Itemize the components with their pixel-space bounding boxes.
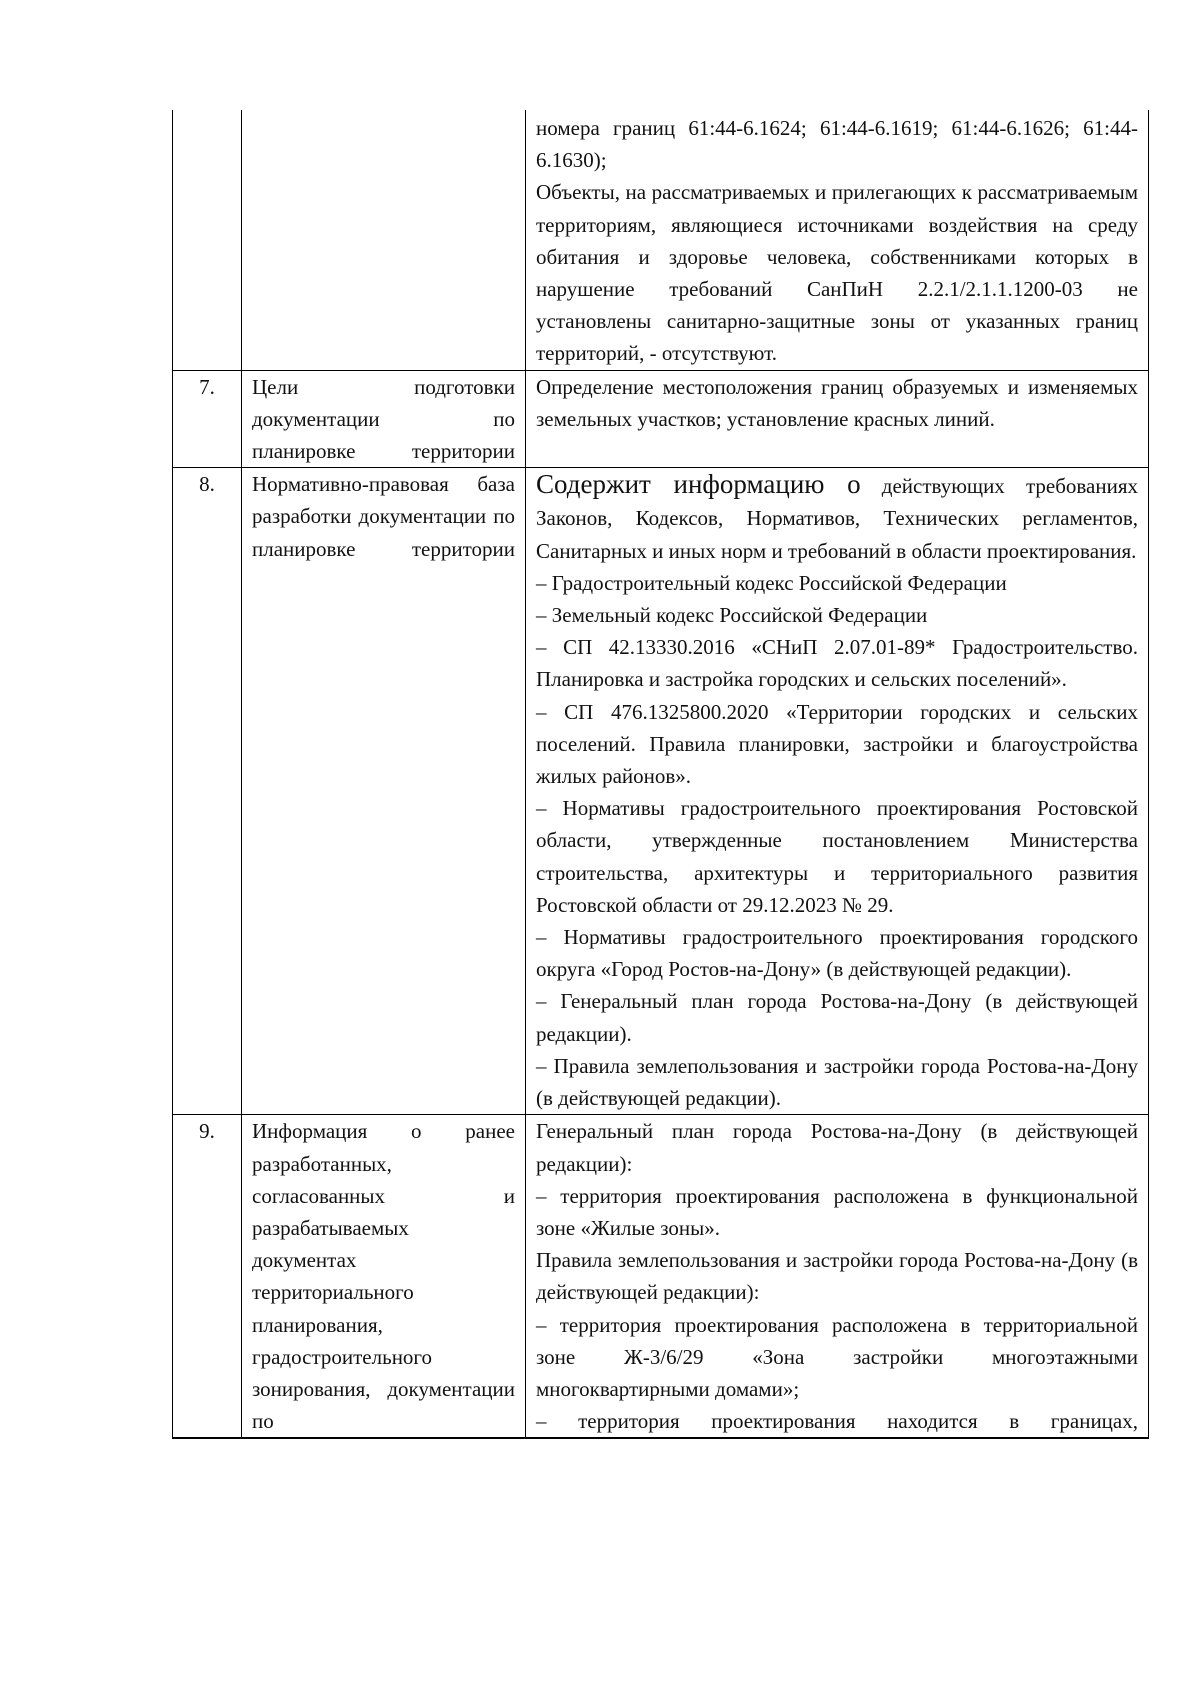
table-row bbox=[173, 110, 1149, 370]
table-row bbox=[173, 468, 1149, 1115]
paragraph: номера границ 61:44-6.1624; 61:44-6.1619; 61:44-6.1626; 61:44-6.1630); bbox=[536, 116, 1138, 173]
row-number: 9. bbox=[173, 1115, 242, 1439]
row-content bbox=[526, 1115, 1149, 1439]
document-table bbox=[172, 110, 1149, 1439]
list-item: – Правила землепользования и застройки города Ростова-на-Дону (в действующей редакции). bbox=[536, 1053, 1138, 1111]
list-item: – территория проектирования расположена в функциональной зоне «Жилые зоны». bbox=[536, 1183, 1138, 1240]
row-number: 7. bbox=[173, 370, 242, 468]
paragraph: Правила землепользования и застройки города Ростова-на-Дону (в действующей редакции): bbox=[536, 1248, 1138, 1305]
paragraph: Генеральный план города Ростова-на-Дону (в действующей редакции): bbox=[536, 1119, 1138, 1176]
row-content bbox=[526, 370, 1149, 468]
row-content bbox=[526, 468, 1149, 1115]
list-item: – Земельный кодекс Российской Федерации bbox=[536, 603, 928, 628]
intro-large-text: Содержит информацию о bbox=[536, 469, 861, 500]
row-label: Нормативно-правовая база разработки документации по планировке территории bbox=[242, 468, 526, 1115]
row-label: Цели подготовки документации по планировке территории bbox=[242, 370, 526, 468]
list-item: – СП 476.1325800.2020 «Территории городских и сельских поселений. Правила планировки, застройки и благоустройства жилых районов». bbox=[536, 699, 1138, 789]
row-content bbox=[526, 110, 1149, 370]
list-item: – Генеральный план города Ростова-на-Дону (в действующей редакции). bbox=[536, 989, 1138, 1046]
row-label: Информация о ранее разработанных, согласованных и разрабатываемых документах территориального планирования, градостроительного зонирования, документации по bbox=[242, 1115, 526, 1439]
list-item: – территория проектирования находится в границах, bbox=[536, 1409, 1138, 1434]
list-item: – Градостроительный кодекс Российской Федерации bbox=[536, 570, 1007, 595]
intro-paragraph bbox=[536, 468, 1138, 567]
table-row bbox=[173, 1115, 1149, 1439]
list-item: – СП 42.13330.2016 «СНиП 2.07.01-89* Градостроительство. Планировка и застройка городских и сельских поселений». bbox=[536, 635, 1138, 692]
list-item: – Нормативы градостроительного проектирования Ростовской области, утвержденные постановлением Министерства строительства, архитектуры и территориального развития Ростовской области от 29.12.2023 № 29. bbox=[536, 796, 1138, 917]
paragraph: Объекты, на рассматриваемых и прилегающих к рассматриваемым территориям, являющиеся источниками воздействия на среду обитания и здоровье человека, собственниками которых в нарушение требований СанПиН 2.2.1/2.1.1.1200-03 не установлены санитарно-защитные зоны от указанных границ территорий, - отсутствуют. bbox=[536, 180, 1138, 366]
row-number bbox=[173, 110, 242, 370]
row-number: 8. bbox=[173, 468, 242, 1115]
list-item: – Нормативы градостроительного проектирования городского округа «Город Ростов-на-Дону» (в действующей редакции). bbox=[536, 925, 1138, 982]
table-row bbox=[173, 370, 1149, 468]
paragraph: Определение местоположения границ образуемых и изменяемых земельных участков; установление красных линий. bbox=[536, 374, 1138, 431]
row-label bbox=[242, 110, 526, 370]
list-item: – территория проектирования расположена в территориальной зоне Ж-3/6/29 «Зона застройки многоэтажными многоквартирными домами»; bbox=[536, 1312, 1138, 1401]
intro-text: действующих требованиях Законов, Кодексов, Нормативов, Технических регламентов, Санитарных и иных норм и требований в области проектирования. bbox=[536, 474, 1138, 563]
